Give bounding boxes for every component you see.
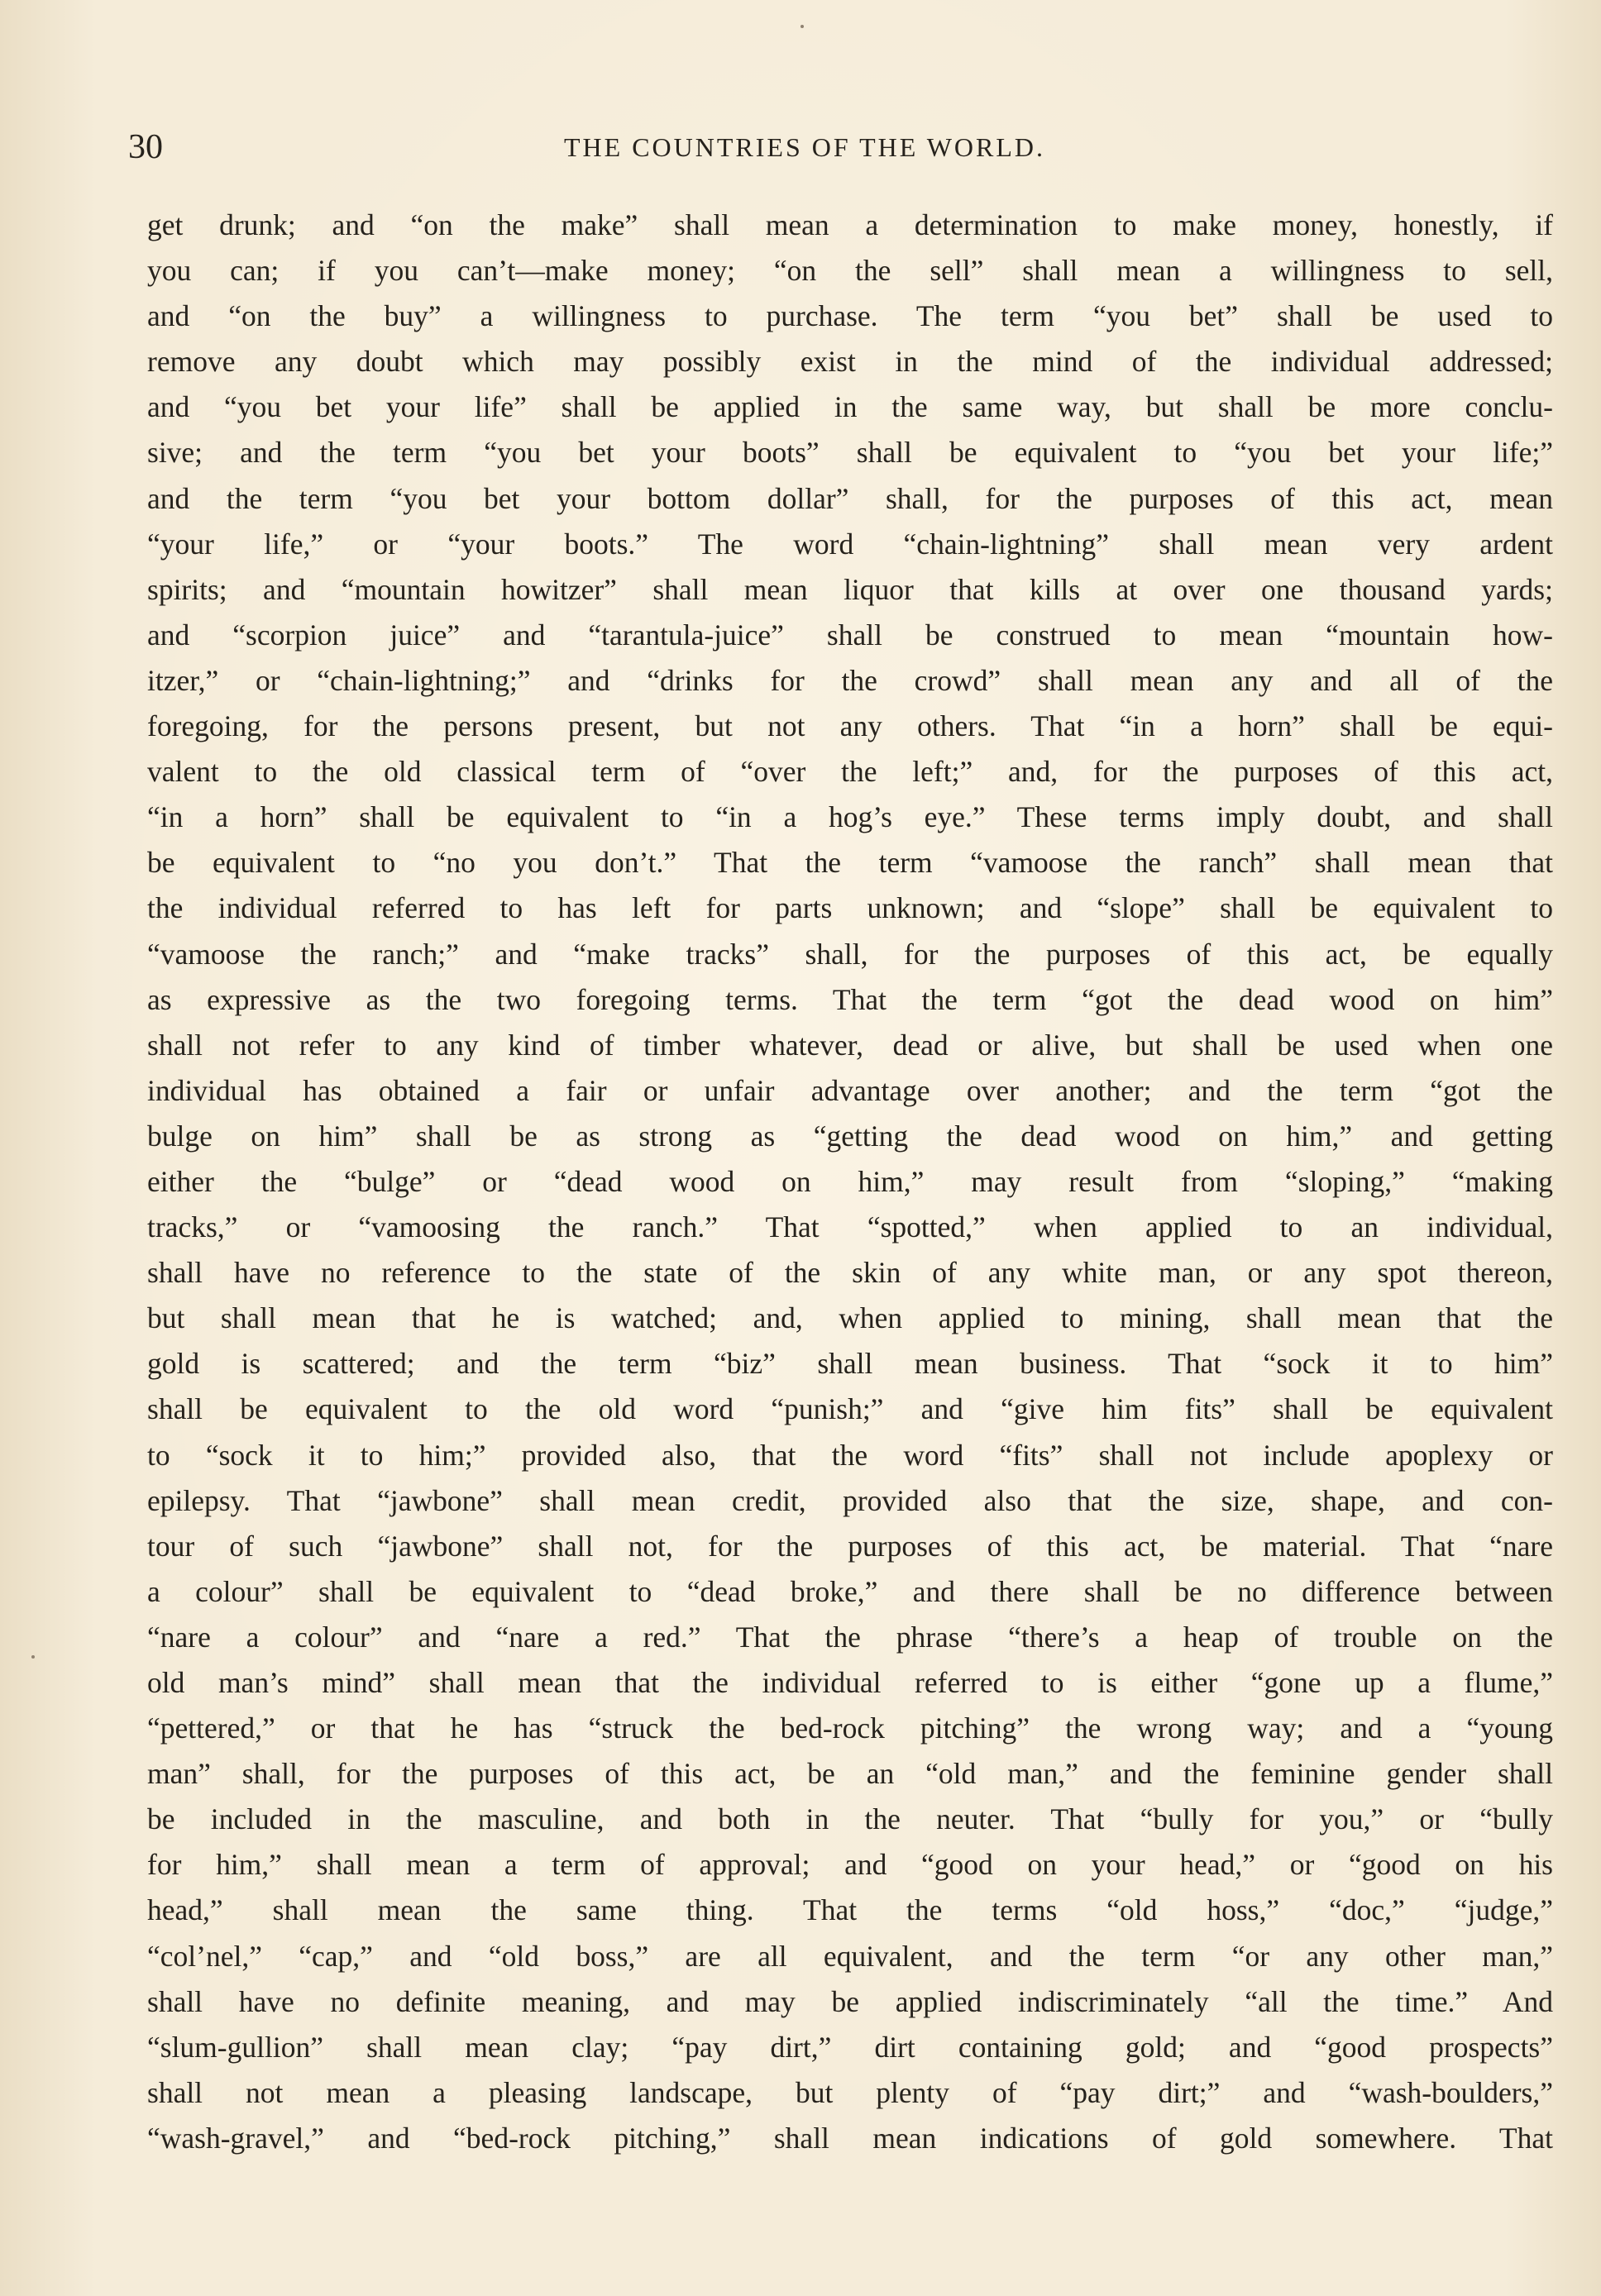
body-text [147,203,1553,2161]
text-line: sive; and the term “you bet your boots” shall be equivalent to “you bet your life;” [147,436,1553,470]
text-line: “your life,” or “your boots.” The word “chain-lightning” shall mean very ardent [147,527,1553,561]
text-line: and the term “you bet your bottom dollar” shall, for the purposes of this act, mean [147,481,1553,515]
text-line: “nare a colour” and “nare a red.” That the phrase “there’s a heap of trouble on the [147,1620,1553,1654]
text-line: valent to the old classical term of “over the left;” and, for the purposes of this act, [147,755,1553,789]
running-title: THE COUNTRIES OF THE WORLD. [564,132,1046,162]
page-header [0,122,1601,172]
text-line: and “you bet your life” shall be applied in the same way, but shall be more conclu- [147,390,1553,424]
text-line: “vamoose the ranch;” and “make tracks” shall, for the purposes of this act, be equally [147,937,1553,971]
text-line: shall have no reference to the state of the skin of any white man, or any spot thereon, [147,1256,1553,1290]
text-line: foregoing, for the persons present, but not any others. That “in a horn” shall be equi- [147,709,1553,743]
text-line: shall have no definite meaning, and may be applied indiscriminately “all the time.” And [147,1984,1553,2018]
text-line: tour of such “jawbone” shall not, for the purposes of this act, be material. That “nare [147,1529,1553,1563]
text-line: “slum-gullion” shall mean clay; “pay dirt,” dirt containing gold; and “good prospects” [147,2030,1553,2064]
text-line: be included in the masculine, and both in the neuter. That “bully for you,” or “bully [147,1802,1553,1836]
text-line: get drunk; and “on the make” shall mean a determination to make money, honestly, if [147,208,1553,241]
text-line: shall not mean a pleasing landscape, but plenty of “pay dirt;” and “wash-boulders,” [147,2075,1553,2109]
text-line: “in a horn” shall be equivalent to “in a hog’s eye.” These terms imply doubt, and shall [147,800,1553,834]
text-line: for him,” shall mean a term of approval; and “good on your head,” or “good on his [147,1848,1553,1882]
text-line: “col’nel,” “cap,” and “old boss,” are all equivalent, and the term “or any other man,” [147,1939,1553,1973]
text-line: and “scorpion juice” and “tarantula-juice” shall be construed to mean “mountain how- [147,618,1553,652]
paper-speck [800,25,804,28]
text-line: the individual referred to has left for parts unknown; and “slope” shall be equivalent to [147,891,1553,925]
text-line: old man’s mind” shall mean that the individual referred to is either “gone up a flume,” [147,1666,1553,1699]
text-line: be equivalent to “no you don’t.” That the term “vamoose the ranch” shall mean that [147,846,1553,880]
text-line: head,” shall mean the same thing. That the terms “old hoss,” “doc,” “judge,” [147,1893,1553,1927]
text-line: to “sock it to him;” provided also, that the word “fits” shall not include apoplexy or [147,1438,1553,1472]
text-line: “wash-gravel,” and “bed-rock pitching,” shall mean indications of gold somewhere. That [147,2121,1553,2155]
text-line: shall not refer to any kind of timber whatever, dead or alive, but shall be used when one [147,1028,1553,1062]
text-line: as expressive as the two foregoing terms. That the term “got the dead wood on him” [147,982,1553,1016]
text-line: a colour” shall be equivalent to “dead broke,” and there shall be no difference between [147,1574,1553,1608]
text-line: either the “bulge” or “dead wood on him,” may result from “sloping,” “making [147,1164,1553,1198]
text-line: “pettered,” or that he has “struck the bed-rock pitching” the wrong way; and a “young [147,1711,1553,1745]
text-line: but shall mean that he is watched; and, when applied to mining, shall mean that the [147,1301,1553,1335]
text-line: and “on the buy” a willingness to purchase. The term “you bet” shall be used to [147,299,1553,333]
text-line: itzer,” or “chain-lightning;” and “drinks for the crowd” shall mean any and all of the [147,663,1553,697]
text-line: bulge on him” shall be as strong as “getting the dead wood on him,” and getting [147,1119,1553,1153]
text-line: individual has obtained a fair or unfair advantage over another; and the term “got the [147,1073,1553,1107]
text-line: tracks,” or “vamoosing the ranch.” That “spotted,” when applied to an individual, [147,1210,1553,1244]
text-line: gold is scattered; and the term “biz” shall mean business. That “sock it to him” [147,1347,1553,1381]
paper-speck [31,1655,35,1659]
text-line: spirits; and “mountain howitzer” shall mean liquor that kills at over one thousand yards; [147,572,1553,606]
text-line: epilepsy. That “jawbone” shall mean credit, provided also that the size, shape, and con- [147,1483,1553,1517]
text-line: you can; if you can’t—make money; “on the sell” shall mean a willingness to sell, [147,254,1553,288]
text-line: shall be equivalent to the old word “punish;” and “give him fits” shall be equivalent [147,1392,1553,1426]
text-line: man” shall, for the purposes of this act, be an “old man,” and the feminine gender shall [147,1757,1553,1791]
page-number: 30 [128,128,163,166]
text-line: remove any doubt which may possibly exist in the mind of the individual addressed; [147,345,1553,379]
